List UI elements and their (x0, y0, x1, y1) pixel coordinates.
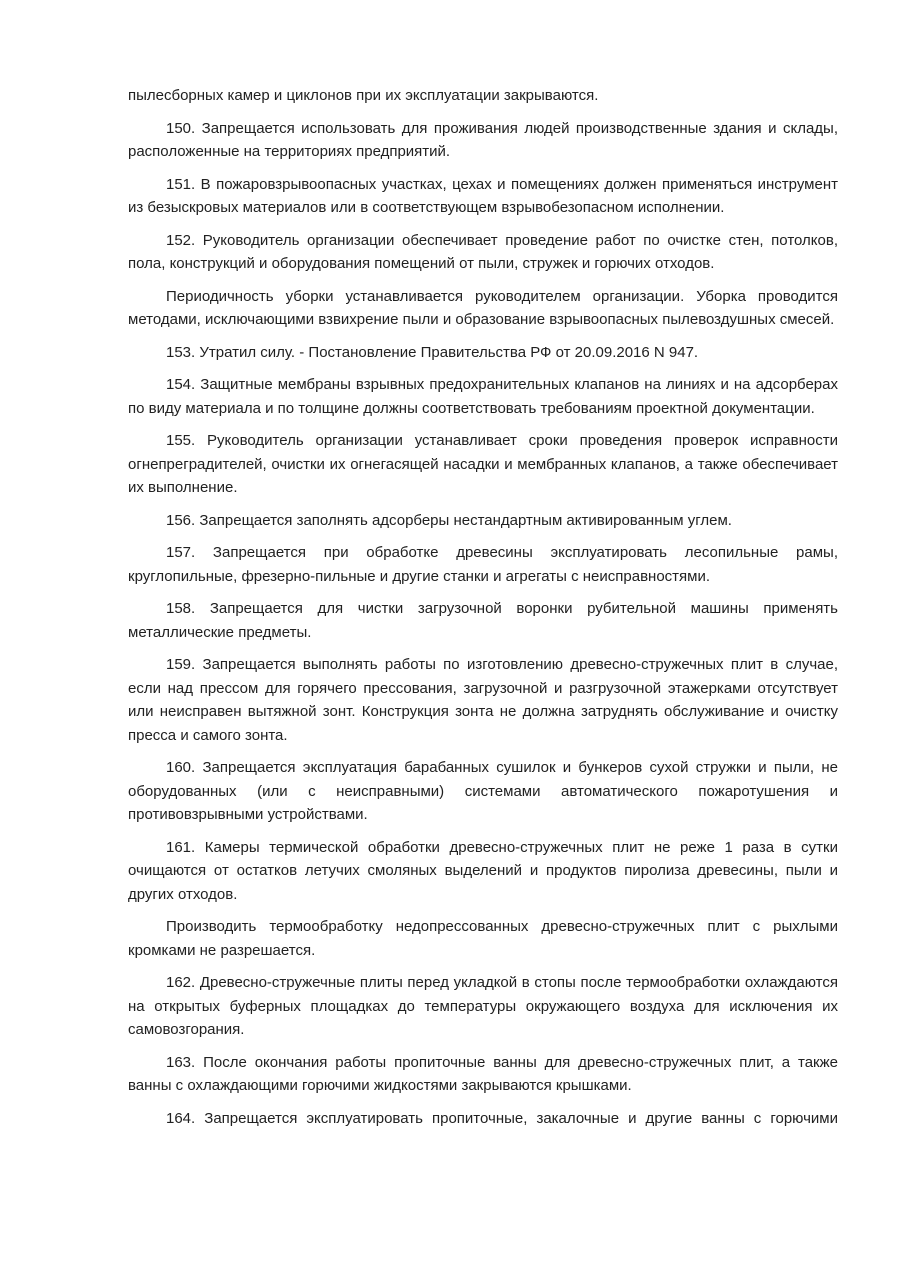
paragraph: 158. Запрещается для чистки загрузочной воронки рубительной машины применять металлические предметы. (128, 600, 838, 641)
paragraph: 153. Утратил силу. - Постановление Правительства РФ от 20.09.2016 N 947. (166, 343, 699, 361)
paragraph: 159. Запрещается выполнять работы по изготовлению древесно-стружечных плит в случае, если над прессом для горячего прессования, загрузочной и разгрузочной этажерками отсутствует или неисправен вытяжной зонт. Конструкция зонта не должна затруднять обслуживание и очистку пресса и самого зонта. (128, 656, 838, 744)
paragraph: 151. В пожаровзрывоопасных участках, цехах и помещениях должен применяться инструмент из безыскровых материалов или в соответствующем взрывобезопасном исполнении. (128, 175, 838, 216)
paragraph: 161. Камеры термической обработки древесно-стружечных плит не реже 1 раза в сутки очищаются от остатков летучих смоляных выделений и продуктов пиролиза древесины, пыли и других отходов. (128, 838, 838, 903)
document-text-block (128, 84, 838, 1139)
paragraph: 154. Защитные мембраны взрывных предохранительных клапанов на линиях и на адсорберах по виду материала и по толщине должны соответствовать требованиям проектной документации. (128, 376, 838, 417)
paragraph: пылесборных камер и циклонов при их эксплуатации закрываются. (128, 87, 599, 104)
paragraph: 150. Запрещается использовать для проживания людей производственные здания и склады, расположенные на территориях предприятий. (128, 119, 838, 160)
paragraph: 155. Руководитель организации устанавливает сроки проведения проверок исправности огнепреградителей, очистки их огнегасящей насадки и мембранных клапанов, а также обеспечивает их выполнение. (128, 432, 838, 496)
paragraph: 163. После окончания работы пропиточные ванны для древесно-стружечных плит, а также ванны с охлаждающими горючими жидкостями закрываются крышками. (128, 1053, 838, 1094)
paragraph: Периодичность уборки устанавливается руководителем организации. Уборка проводится методами, исключающими взвихрение пыли и образование взрывоопасных пылевоздушных смесей. (128, 287, 838, 328)
paragraph: 160. Запрещается эксплуатация барабанных сушилок и бункеров сухой стружки и пыли, не оборудованных (или с неисправными) системами автоматического пожаротушения и противовзрывными устройствами. (128, 759, 838, 823)
paragraph: Производить термообработку недопрессованных древесно-стружечных плит с рыхлыми кромками не разрешается. (128, 918, 838, 959)
paragraph: 156. Запрещается заполнять адсорберы нестандартным активированным углем. (166, 511, 732, 529)
paragraph: 157. Запрещается при обработке древесины эксплуатировать лесопильные рамы, круглопильные, фрезерно-пильные и другие станки и агрегаты с неисправностями. (128, 544, 838, 585)
paragraph: 152. Руководитель организации обеспечивает проведение работ по очистке стен, потолков, пола, конструкций и оборудования помещений от пыли, стружек и горючих отходов. (128, 231, 838, 272)
paragraph: 162. Древесно-стружечные плиты перед укладкой в стопы после термообработки охлаждаются на открытых буферных площадках до температуры окружающего воздуха для исключения их самовозгорания. (128, 974, 838, 1038)
paragraph: 164. Запрещается эксплуатировать пропиточные, закалочные и другие ванны с горючими (166, 1109, 838, 1127)
